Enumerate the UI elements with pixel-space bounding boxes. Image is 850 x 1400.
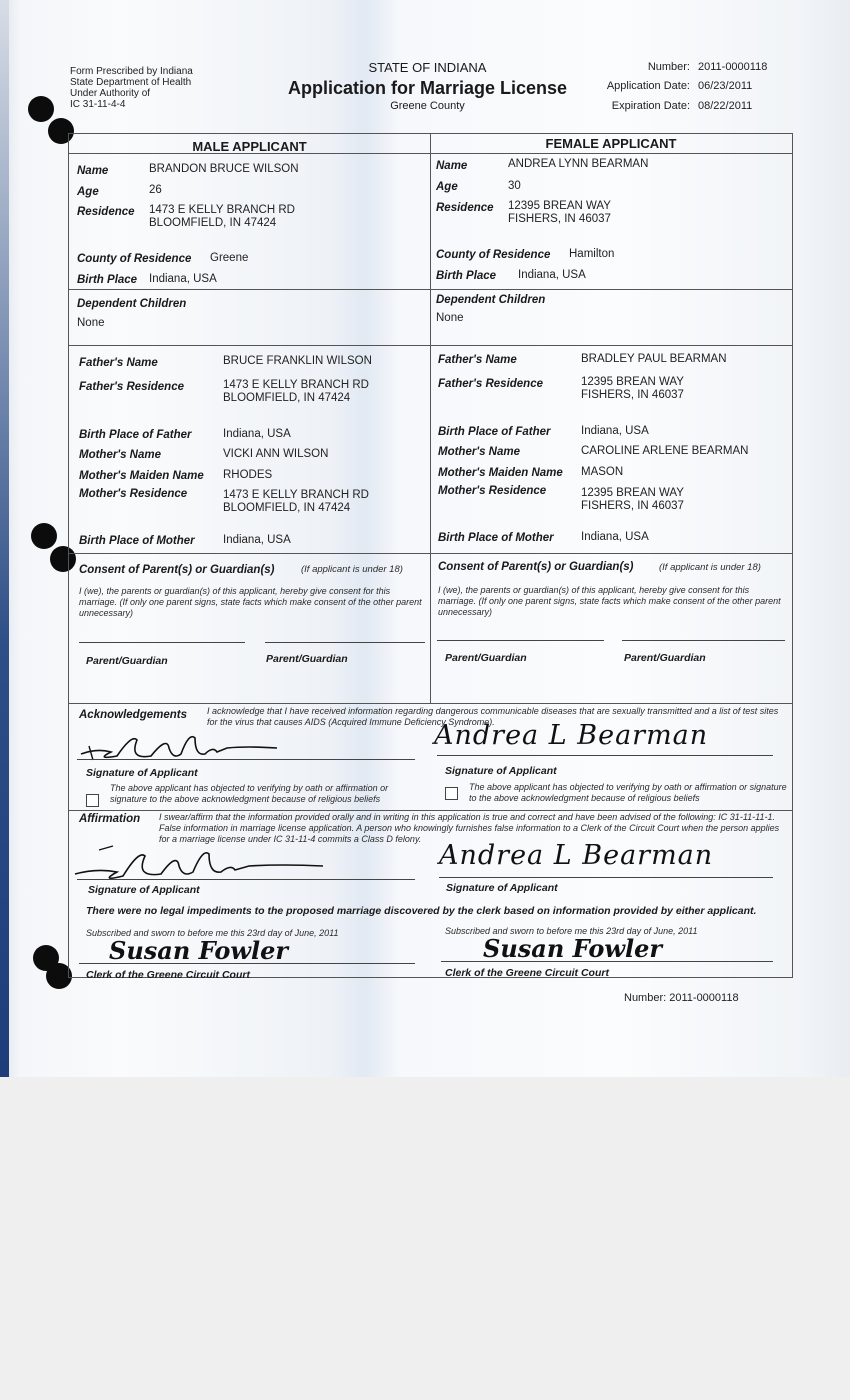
- male-father-name-label: Father's Name: [79, 357, 158, 369]
- female-consent-text: I (we), the parents or guardian(s) of this applicant, hereby give consent for this marriage. (If only one parent signs, state facts which make consent of the other parent unnecessary): [438, 585, 781, 617]
- male-birthplace: Indiana, USA: [149, 273, 217, 285]
- male-consent-note: (If applicant is under 18): [301, 564, 403, 575]
- female-father-name-label: Father's Name: [438, 354, 517, 366]
- female-age-label: Age: [436, 181, 458, 193]
- female-objection-text: The above applicant has objected to verifying by oath or affirmation or signature to the above acknowledgment because of religious beliefs: [469, 782, 787, 803]
- female-mother-name: CAROLINE ARLENE BEARMAN: [581, 445, 749, 457]
- prescribed-line: Form Prescribed by Indiana: [70, 66, 193, 77]
- footer-number-value: 2011-0000118: [669, 992, 739, 1004]
- male-county: Greene: [210, 252, 249, 264]
- female-bp-father: Indiana, USA: [581, 425, 649, 437]
- female-name: ANDREA LYNN BEARMAN: [508, 158, 649, 170]
- male-consent-text: I (we), the parents or guardian(s) of this applicant, hereby give consent for this marriage. (If only one parent signs, state facts which make consent of the other parent unnecessary): [79, 586, 422, 618]
- signature-line: [441, 961, 773, 962]
- app-date-label: Application Date:: [606, 80, 690, 92]
- app-date-value: 06/23/2011: [698, 80, 753, 92]
- female-birthplace-label: Birth Place: [436, 270, 497, 282]
- punch-hole: [31, 523, 57, 549]
- male-mother-res-line1: 1473 E KELLY BRANCH RD: [223, 489, 369, 501]
- form-prescribed-note: [70, 66, 193, 110]
- male-birthplace-label: Birth Place: [77, 274, 138, 286]
- male-dependents-label: Dependent Children: [77, 298, 187, 310]
- female-affirmation-signature-label: Signature of Applicant: [446, 882, 558, 894]
- female-residence-line1: 12395 BREAN WAY: [508, 200, 611, 212]
- signature-line: [437, 640, 604, 641]
- signature-line: [79, 642, 245, 643]
- county-name: Greene County: [390, 100, 465, 112]
- title-block: [260, 60, 595, 112]
- expiration-date: [560, 100, 752, 112]
- female-father-res-label: Father's Residence: [438, 378, 543, 390]
- male-sworn-text: Subscribed and sworn to before me this 23rd day of June, 2011: [86, 928, 339, 938]
- signature-line: [79, 963, 415, 964]
- female-parent-guardian-1: Parent/Guardian: [445, 652, 527, 664]
- male-mother-maiden: RHODES: [223, 469, 273, 481]
- female-father-name: BRADLEY PAUL BEARMAN: [581, 353, 727, 365]
- male-dependents: None: [77, 317, 105, 329]
- male-county-label: County of Residence: [77, 253, 192, 265]
- male-name-label: Name: [77, 165, 109, 177]
- male-residence-line2: BLOOMFIELD, IN 47424: [149, 217, 277, 229]
- female-signature-label: Signature of Applicant: [445, 765, 557, 777]
- male-age-label: Age: [77, 186, 99, 198]
- divider: [69, 345, 792, 346]
- female-mother-name-label: Mother's Name: [438, 446, 520, 458]
- male-applicant-header: MALE APPLICANT: [192, 139, 307, 154]
- female-mother-res-label: Mother's Residence: [438, 485, 547, 497]
- prescribed-line: IC 31-11-4-4: [70, 99, 126, 110]
- male-mother-res-line2: BLOOMFIELD, IN 47424: [223, 502, 351, 514]
- female-mother-res-line2: FISHERS, IN 46037: [581, 500, 684, 512]
- page-title: Application for Marriage License: [287, 78, 568, 98]
- male-parent-guardian-1: Parent/Guardian: [86, 655, 168, 667]
- male-father-res-label: Father's Residence: [79, 381, 184, 393]
- female-mother-res-line1: 12395 BREAN WAY: [581, 487, 684, 499]
- footer-number: [624, 992, 739, 1004]
- divider: [69, 810, 792, 811]
- female-age: 30: [508, 180, 521, 192]
- female-county: Hamilton: [569, 248, 615, 260]
- prescribed-line: State Department of Health: [70, 77, 192, 88]
- male-clerk-signature: Susan Fowler: [109, 936, 289, 965]
- number-value: 2011-0000118: [698, 61, 768, 73]
- divider: [69, 553, 792, 554]
- male-parent-guardian-2: Parent/Guardian: [266, 653, 348, 665]
- female-sworn-text: Subscribed and sworn to before me this 23rd day of June, 2011: [445, 926, 698, 936]
- male-objection-checkbox[interactable]: [86, 794, 99, 807]
- male-residence-line1: 1473 E KELLY BRANCH RD: [149, 204, 295, 216]
- female-residence-line2: FISHERS, IN 46037: [508, 213, 611, 225]
- impediments-statement: There were no legal impediments to the proposed marriage discovered by the clerk based on information provided by either applicant.: [86, 905, 757, 917]
- female-dependents-label: Dependent Children: [436, 294, 546, 306]
- state-name: STATE OF INDIANA: [368, 60, 487, 75]
- female-clerk-signature: Susan Fowler: [483, 934, 663, 963]
- acknowledgements-text: I acknowledge that I have received information regarding dangerous communicable diseases that are sexually transmitted and a list of test sites for the virus that causes AIDS (Acquired Immune Deficiency Syndrome).: [207, 706, 779, 727]
- female-birthplace: Indiana, USA: [518, 269, 586, 281]
- scan-edge: [0, 0, 9, 1077]
- female-affirmation-signature: Andrea L Bearman: [439, 840, 714, 871]
- female-county-label: County of Residence: [436, 249, 551, 261]
- acknowledgements-title: Acknowledgements: [79, 709, 187, 721]
- male-signature-drawing: [77, 726, 287, 768]
- male-bp-father: Indiana, USA: [223, 428, 291, 440]
- male-father-name: BRUCE FRANKLIN WILSON: [223, 355, 372, 367]
- female-bp-mother: Indiana, USA: [581, 531, 649, 543]
- male-objection-text: The above applicant has objected to verifying by oath or affirmation or signature to the above acknowledgment because of religious beliefs: [110, 783, 389, 804]
- male-affirmation-signature-label: Signature of Applicant: [88, 884, 200, 896]
- license-number: [560, 61, 767, 73]
- female-father-res-line2: FISHERS, IN 46037: [581, 389, 684, 401]
- application-date: [560, 80, 752, 92]
- male-bp-mother: Indiana, USA: [223, 534, 291, 546]
- affirmation-text: I swear/affirm that the information provided orally and in writing in this application is true and correct and have been advised of the following: IC 31-11-11-1. False information in marriage license application. A person who knowingly furnishes false information to a Clerk of the Circuit Court when the person applies for a marriage license under IC 31-11-4 commits a Class D felony.: [159, 812, 780, 844]
- male-consent-title: Consent of Parent(s) or Guardian(s): [79, 564, 275, 576]
- male-signature-drawing: [73, 838, 333, 884]
- male-bp-mother-label: Birth Place of Mother: [79, 535, 195, 547]
- female-residence-label: Residence: [436, 202, 494, 214]
- male-father-res-line2: BLOOMFIELD, IN 47424: [223, 392, 351, 404]
- female-consent-title: Consent of Parent(s) or Guardian(s): [438, 561, 634, 573]
- exp-date-value: 08/22/2011: [698, 100, 753, 112]
- column-divider: [430, 134, 431, 703]
- divider: [69, 289, 792, 290]
- female-bp-mother-label: Birth Place of Mother: [438, 532, 554, 544]
- male-affirmation-signature: [73, 838, 333, 884]
- male-residence-label: Residence: [77, 206, 135, 218]
- female-parent-guardian-2: Parent/Guardian: [624, 652, 706, 664]
- male-mother-res-label: Mother's Residence: [79, 488, 188, 500]
- female-mother-maiden-label: Mother's Maiden Name: [438, 467, 563, 479]
- number-label: Number:: [647, 61, 690, 73]
- female-objection-checkbox[interactable]: [445, 787, 458, 800]
- signature-line: [77, 759, 415, 760]
- male-mother-name-label: Mother's Name: [79, 449, 161, 461]
- footer-number-label: Number:: [624, 992, 667, 1004]
- female-dependents: None: [436, 312, 464, 324]
- male-clerk-label: Clerk of the Greene Circuit Court: [86, 969, 250, 981]
- male-name: BRANDON BRUCE WILSON: [149, 163, 299, 175]
- female-father-res-line1: 12395 BREAN WAY: [581, 376, 684, 388]
- female-bp-father-label: Birth Place of Father: [438, 426, 551, 438]
- female-name-label: Name: [436, 160, 468, 172]
- female-clerk-label: Clerk of the Greene Circuit Court: [445, 967, 609, 979]
- divider: [69, 703, 792, 704]
- affirmation-title: Affirmation: [79, 813, 141, 825]
- signature-line: [265, 642, 425, 643]
- application-form: [68, 133, 793, 981]
- male-mother-maiden-label: Mother's Maiden Name: [79, 470, 204, 482]
- punch-hole: [28, 96, 54, 122]
- female-consent-note: (If applicant is under 18): [659, 562, 761, 573]
- male-signature-label: Signature of Applicant: [86, 767, 198, 779]
- female-applicant-signature: Andrea L Bearman: [434, 720, 709, 751]
- male-applicant-signature: [77, 726, 287, 768]
- male-mother-name: VICKI ANN WILSON: [223, 448, 329, 460]
- exp-date-label: Expiration Date:: [611, 100, 690, 112]
- male-father-res-line1: 1473 E KELLY BRANCH RD: [223, 379, 369, 391]
- signature-line: [77, 879, 415, 880]
- male-bp-father-label: Birth Place of Father: [79, 429, 192, 441]
- signature-line: [622, 640, 785, 641]
- signature-line: [439, 877, 773, 878]
- female-applicant-header: FEMALE APPLICANT: [545, 136, 677, 151]
- female-mother-maiden: MASON: [581, 466, 624, 478]
- signature-line: [437, 755, 773, 756]
- male-age: 26: [149, 184, 162, 196]
- prescribed-line: Under Authority of: [70, 88, 151, 99]
